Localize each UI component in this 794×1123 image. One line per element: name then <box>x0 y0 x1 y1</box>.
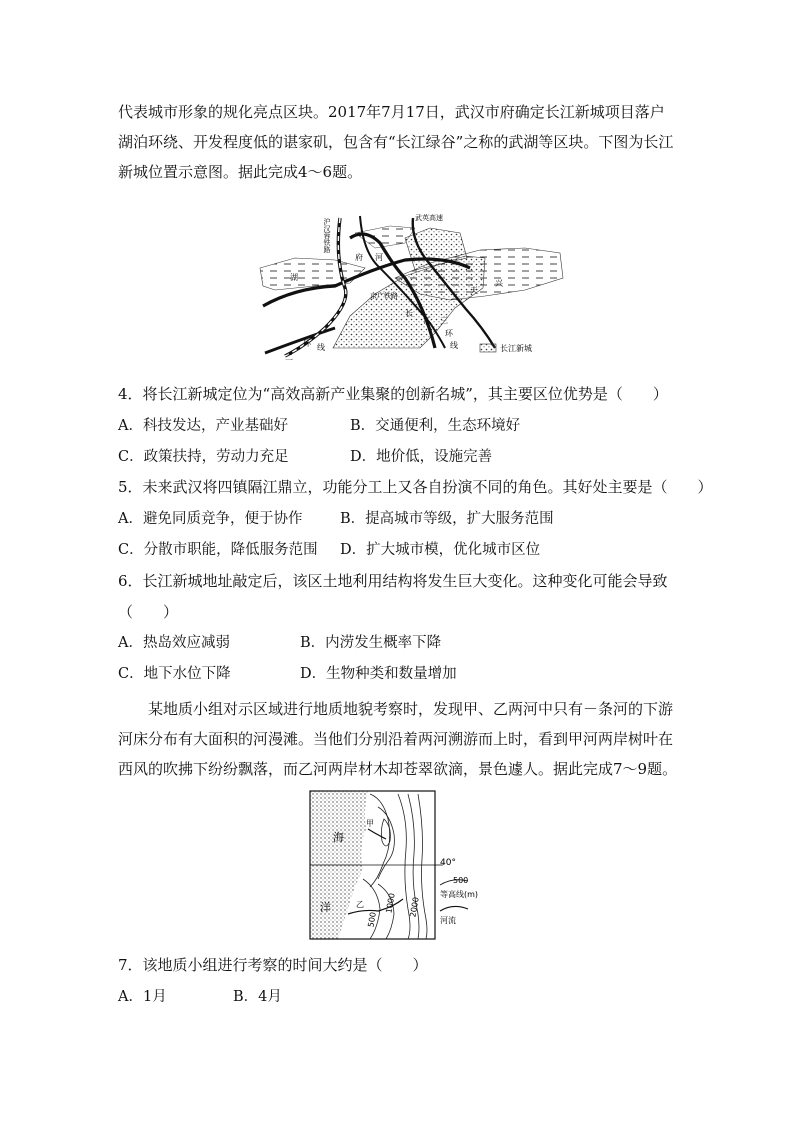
label-yi: 乙 <box>356 900 364 909</box>
label-railway-west: 沪汉蓉铁路 <box>323 218 331 253</box>
changjiang-new-city-map <box>255 198 575 368</box>
label-xian-right: 线 <box>450 341 458 350</box>
label-latitude: 40° <box>440 858 456 868</box>
q4-option-c[interactable]: C．政策扶持，劳动力充足 <box>118 449 289 465</box>
legend-river-label: 河流 <box>440 916 456 925</box>
label-lake: 湖 <box>290 273 298 282</box>
q7-option-a[interactable]: A．1月 <box>118 989 167 1005</box>
label-chang: 长 <box>405 309 413 318</box>
q5-option-d[interactable]: D．扩大城市模，优化城市区位 <box>340 542 541 558</box>
label-sea: 海 <box>333 831 344 844</box>
label-contour-2000: 2000 <box>408 896 421 918</box>
question-5-stem: 5．未来武汉将四镇隔江鼎立，功能分工上又各自扮演不同的角色。其好处主要是（ ） <box>118 478 713 496</box>
question-6-stem-line2: （ ） <box>118 603 179 621</box>
legend-new-city-label: 长江新城 <box>500 344 532 353</box>
label-contour-1000: 1000 <box>384 892 397 914</box>
question-6-stem-line1: 6．长江新城地址敲定后，该区土地利用结构将发生巨大变化。这种变化可能会导致 <box>118 572 668 590</box>
q6-option-d[interactable]: D．生物种类和数量增加 <box>300 666 457 682</box>
question-4-stem: 4．将长江新城定位为“高效高新产业集聚的创新名城”，其主要区位优势是（ ） <box>118 385 668 403</box>
legend-contour-value: 500 <box>453 876 469 885</box>
label-tian: 天 <box>470 286 478 295</box>
legend-contour-label: 等高线(m) <box>440 890 479 899</box>
label-jia: 甲 <box>366 819 374 828</box>
q5-option-c[interactable]: C．分散市职能，降低服务范围 <box>118 542 318 558</box>
legend-new-city-swatch <box>480 344 496 352</box>
q4-option-a[interactable]: A．科技发达，产业基础好 <box>118 418 288 434</box>
label-ocean: 洋 <box>320 901 331 914</box>
coastal-contour-map <box>308 789 523 949</box>
label-jiang: 江 <box>423 316 431 325</box>
label-xian-left: 线 <box>317 343 325 352</box>
label-highway: 武英高速 <box>415 214 443 222</box>
label-huan-left: 环 <box>303 339 311 348</box>
label-huan-right: 环 <box>445 329 453 338</box>
q6-option-b[interactable]: B．内涝发生概率下降 <box>300 635 442 651</box>
label-fu: 府 <box>355 253 363 262</box>
q5-option-a[interactable]: A．避免同质竞争，便于协作 <box>118 511 303 527</box>
label-er: 二 <box>285 353 293 362</box>
q6-option-a[interactable]: A．热岛效应减弱 <box>118 635 230 651</box>
intro-paragraph-1: 代表城市形象的规化亮点区块。2017年7月17日，武汉市府确定长江新城项目落户湖泊环绕、开发程度低的谌家矶，包含有“长江绿谷”之称的武湖等区块。下图为长江新城位置示意图。据此完成4～6题。 <box>118 103 674 181</box>
label-san: 三 <box>440 316 448 325</box>
label-contour-500: 500 <box>366 911 378 928</box>
label-jing-rail: 京广铁路 <box>370 292 398 300</box>
q6-option-c[interactable]: C．地下水位下降 <box>118 666 231 682</box>
q4-option-b[interactable]: B．交通便利，生态环境好 <box>350 418 521 434</box>
q7-option-b[interactable]: B．4月 <box>233 989 282 1005</box>
q5-option-b[interactable]: B．提高城市等级，扩大服务范围 <box>340 511 554 527</box>
label-he: 河 <box>375 253 383 262</box>
question-7-stem: 7．该地质小组进行考察的时间大约是（ ） <box>118 956 428 974</box>
q4-option-d[interactable]: D．地价低，设施完善 <box>350 449 493 465</box>
intro-paragraph-2: 某地质小组对示区域进行地质地貌考察时，发现甲、乙两河中只有－条河的下游河床分布有大面积的河漫滩。当他们分别沿着两河溯游而上时，看到甲河两岸树叶在西风的吹拂下纷纷飘落，而乙河两岸材木却苍翠欲滴，景色遽人。据此完成7～9题。 <box>118 700 678 778</box>
label-xing: 兴 <box>495 279 503 288</box>
